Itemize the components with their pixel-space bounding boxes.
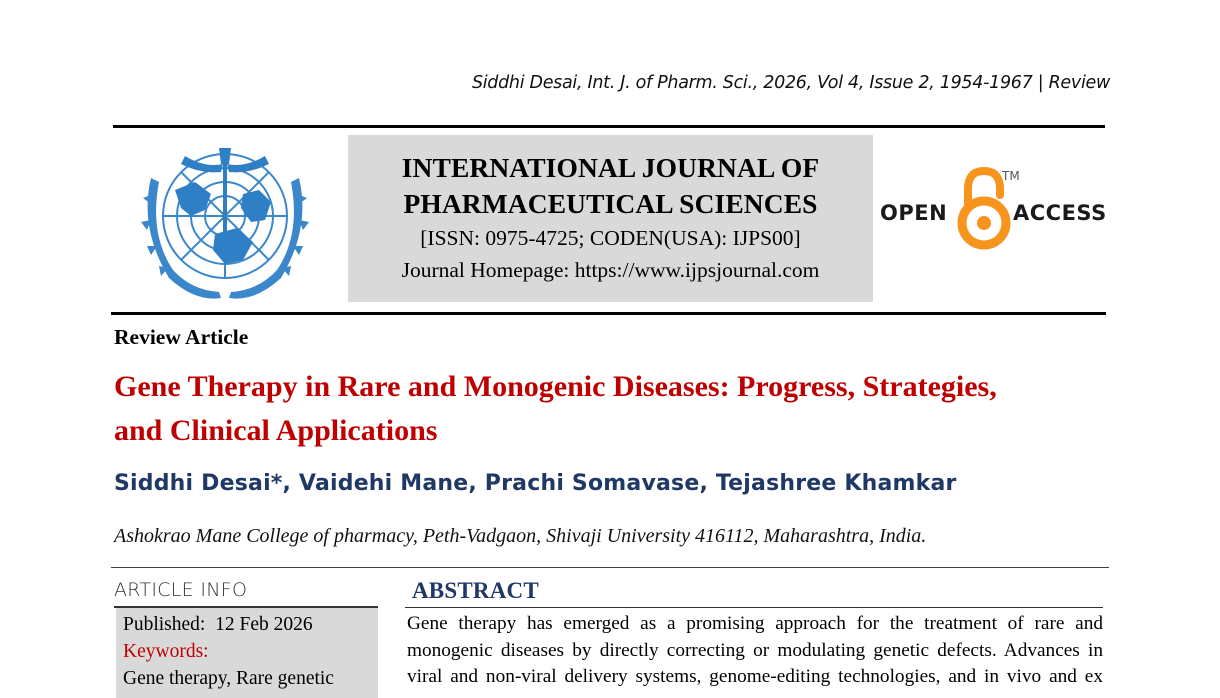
keywords-label: Keywords: xyxy=(123,641,209,662)
trademark-mark: TM xyxy=(1002,169,1020,183)
header-top-rule xyxy=(113,125,1105,128)
journal-masthead xyxy=(348,135,873,302)
author-list: Siddhi Desai*, Vaidehi Mane, Prachi Somavase, Tejashree Khamkar xyxy=(114,471,957,496)
published-label: Published: xyxy=(123,614,206,635)
abstract-rule xyxy=(405,607,1103,608)
keywords-list: Gene therapy, Rare genetic xyxy=(123,668,334,689)
running-head-citation: Siddhi Desai, Int. J. of Pharm. Sci., 2026, Vol 4, Issue 2, 1954-1967 | Review xyxy=(471,73,1110,93)
article-info-heading: ARTICLE INFO xyxy=(114,579,248,601)
open-access-logo xyxy=(880,165,1110,255)
abstract-heading: ABSTRACT xyxy=(412,578,539,603)
abstract-body xyxy=(407,611,1103,691)
article-info-panel xyxy=(116,608,378,698)
section-separator xyxy=(111,567,1109,568)
un-emblem-caduceus-icon xyxy=(125,138,325,306)
author-affiliation: Ashokrao Mane College of pharmacy, Peth-Vadgaon, Shivaji University 416112, Maharashtra, India. xyxy=(114,525,927,547)
abstract-line: viral and non-viral delivery systems, genome-editing technologies, and in vivo and ex xyxy=(407,666,1103,687)
article-type-label: Review Article xyxy=(114,325,249,349)
published-date: 12 Feb 2026 xyxy=(215,614,313,635)
open-access-word-open: OPEN xyxy=(880,201,948,225)
journal-issn: [ISSN: 0975-4725; CODEN(USA): IJPS00] xyxy=(420,226,801,250)
abstract-line: monogenic diseases by directly correcting or modulating genetic defects. Advances in xyxy=(407,639,1103,661)
header-bottom-rule xyxy=(111,312,1106,315)
article-title: Gene Therapy in Rare and Monogenic Diseases: Progress, Strategies, and Clinical Applications xyxy=(114,370,997,447)
abstract-line: Gene therapy has emerged as a promising approach for the treatment of rare and xyxy=(407,613,1103,634)
published-row xyxy=(123,611,378,638)
journal-homepage-link[interactable]: Journal Homepage: https://www.ijpsjournal.com xyxy=(401,258,820,282)
journal-name: INTERNATIONAL JOURNAL OF PHARMACEUTICAL SCIENCES xyxy=(401,152,820,219)
open-access-word-access: ACCESS xyxy=(1013,201,1107,225)
